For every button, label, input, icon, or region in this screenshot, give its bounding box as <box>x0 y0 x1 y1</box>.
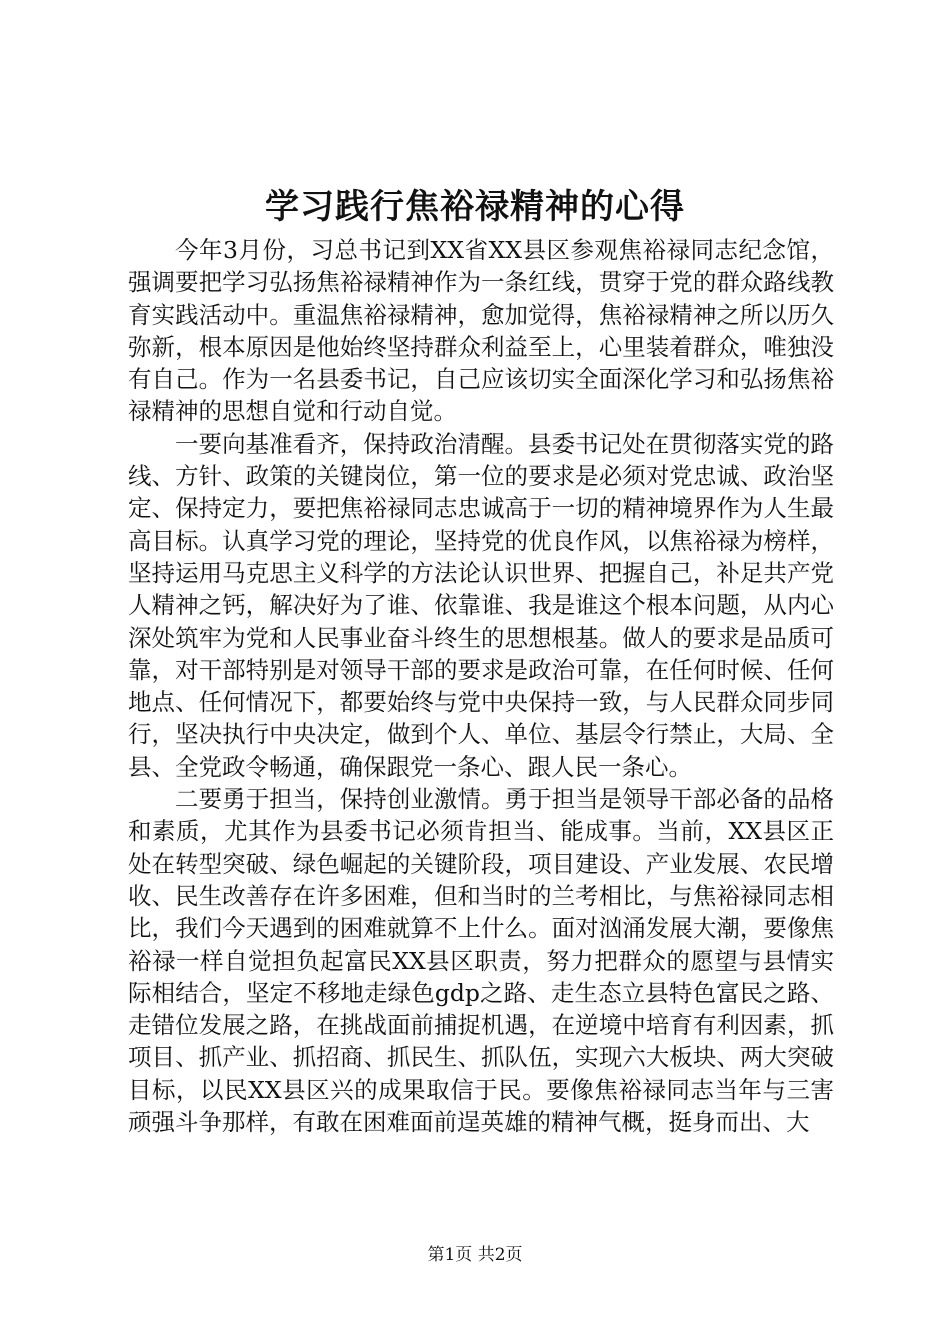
paragraph-point-two: 二要勇于担当，保持创业激情。勇于担当是领导干部必备的品格和素质，尤其作为县委书记必须肯担当、能成事。当前，XX县区正处在转型突破、绿色崛起的关键阶段，项目建设、产业发展、农民增收、民生改善存在许多困难，但和当时的兰考相比，与焦裕禄同志相比，我们今天遇到的困难就算不上什么。面对汹涌发展大潮，要像焦裕禄一样自觉担负起富民XX县区职责，努力把群众的愿望与县情实际相结合，坚定不移地走绿色gdp之路、走生态立县特色富民之路、走错位发展之路，在挑战面前捕捉机遇，在逆境中培育有利因素，抓项目、抓产业、抓招商、抓民生、抓队伍，实现六大板块、两大突破目标，以民XX县区兴的成果取信于民。要像焦裕禄同志当年与三害顽强斗争那样，有敢在困难面前逞英雄的精神气概，挺身而出、大 <box>128 785 834 1137</box>
paragraph-point-one: 一要向基准看齐，保持政治清醒。县委书记处在贯彻落实党的路线、方针、政策的关键岗位，第一位的要求是必须对党忠诚、政治坚定、保持定力，要把焦裕禄同志忠诚高于一切的精神境界作为人生最高目标。认真学习党的理论，坚持党的优良作风，以焦裕禄为榜样，坚持运用马克思主义科学的方法论认识世界、把握自己，补足共产党人精神之钙，解决好为了谁、依靠谁、我是谁这个根本问题，从内心深处筑牢为党和人民事业奋斗终生的思想根基。做人的要求是品质可靠，对干部特别是对领导干部的要求是政治可靠，在任何时候、任何地点、任何情况下，都要始终与党中央保持一致，与人民群众同步同行，坚决执行中央决定，做到个人、单位、基层令行禁止，大局、全县、全党政令畅通，确保跟党一条心、跟人民一条心。 <box>128 429 834 781</box>
page-title: 学习践行焦裕禄精神的心得 <box>265 187 685 227</box>
document-body <box>128 234 834 1138</box>
page-footer: 第1页 共2页 <box>427 1245 523 1265</box>
paragraph-intro: 今年3月份，习总书记到XX省XX县区参观焦裕禄同志纪念馆，强调要把学习弘扬焦裕禄精神作为一条红线，贯穿于党的群众路线教育实践活动中。重温焦裕禄精神，愈加觉得，焦裕禄精神之所以历久弥新，根本原因是他始终坚持群众利益至上，心里装着群众，唯独没有自己。作为一名县委书记，自己应该切实全面深化学习和弘扬焦裕禄精神的思想自觉和行动自觉。 <box>128 236 834 426</box>
